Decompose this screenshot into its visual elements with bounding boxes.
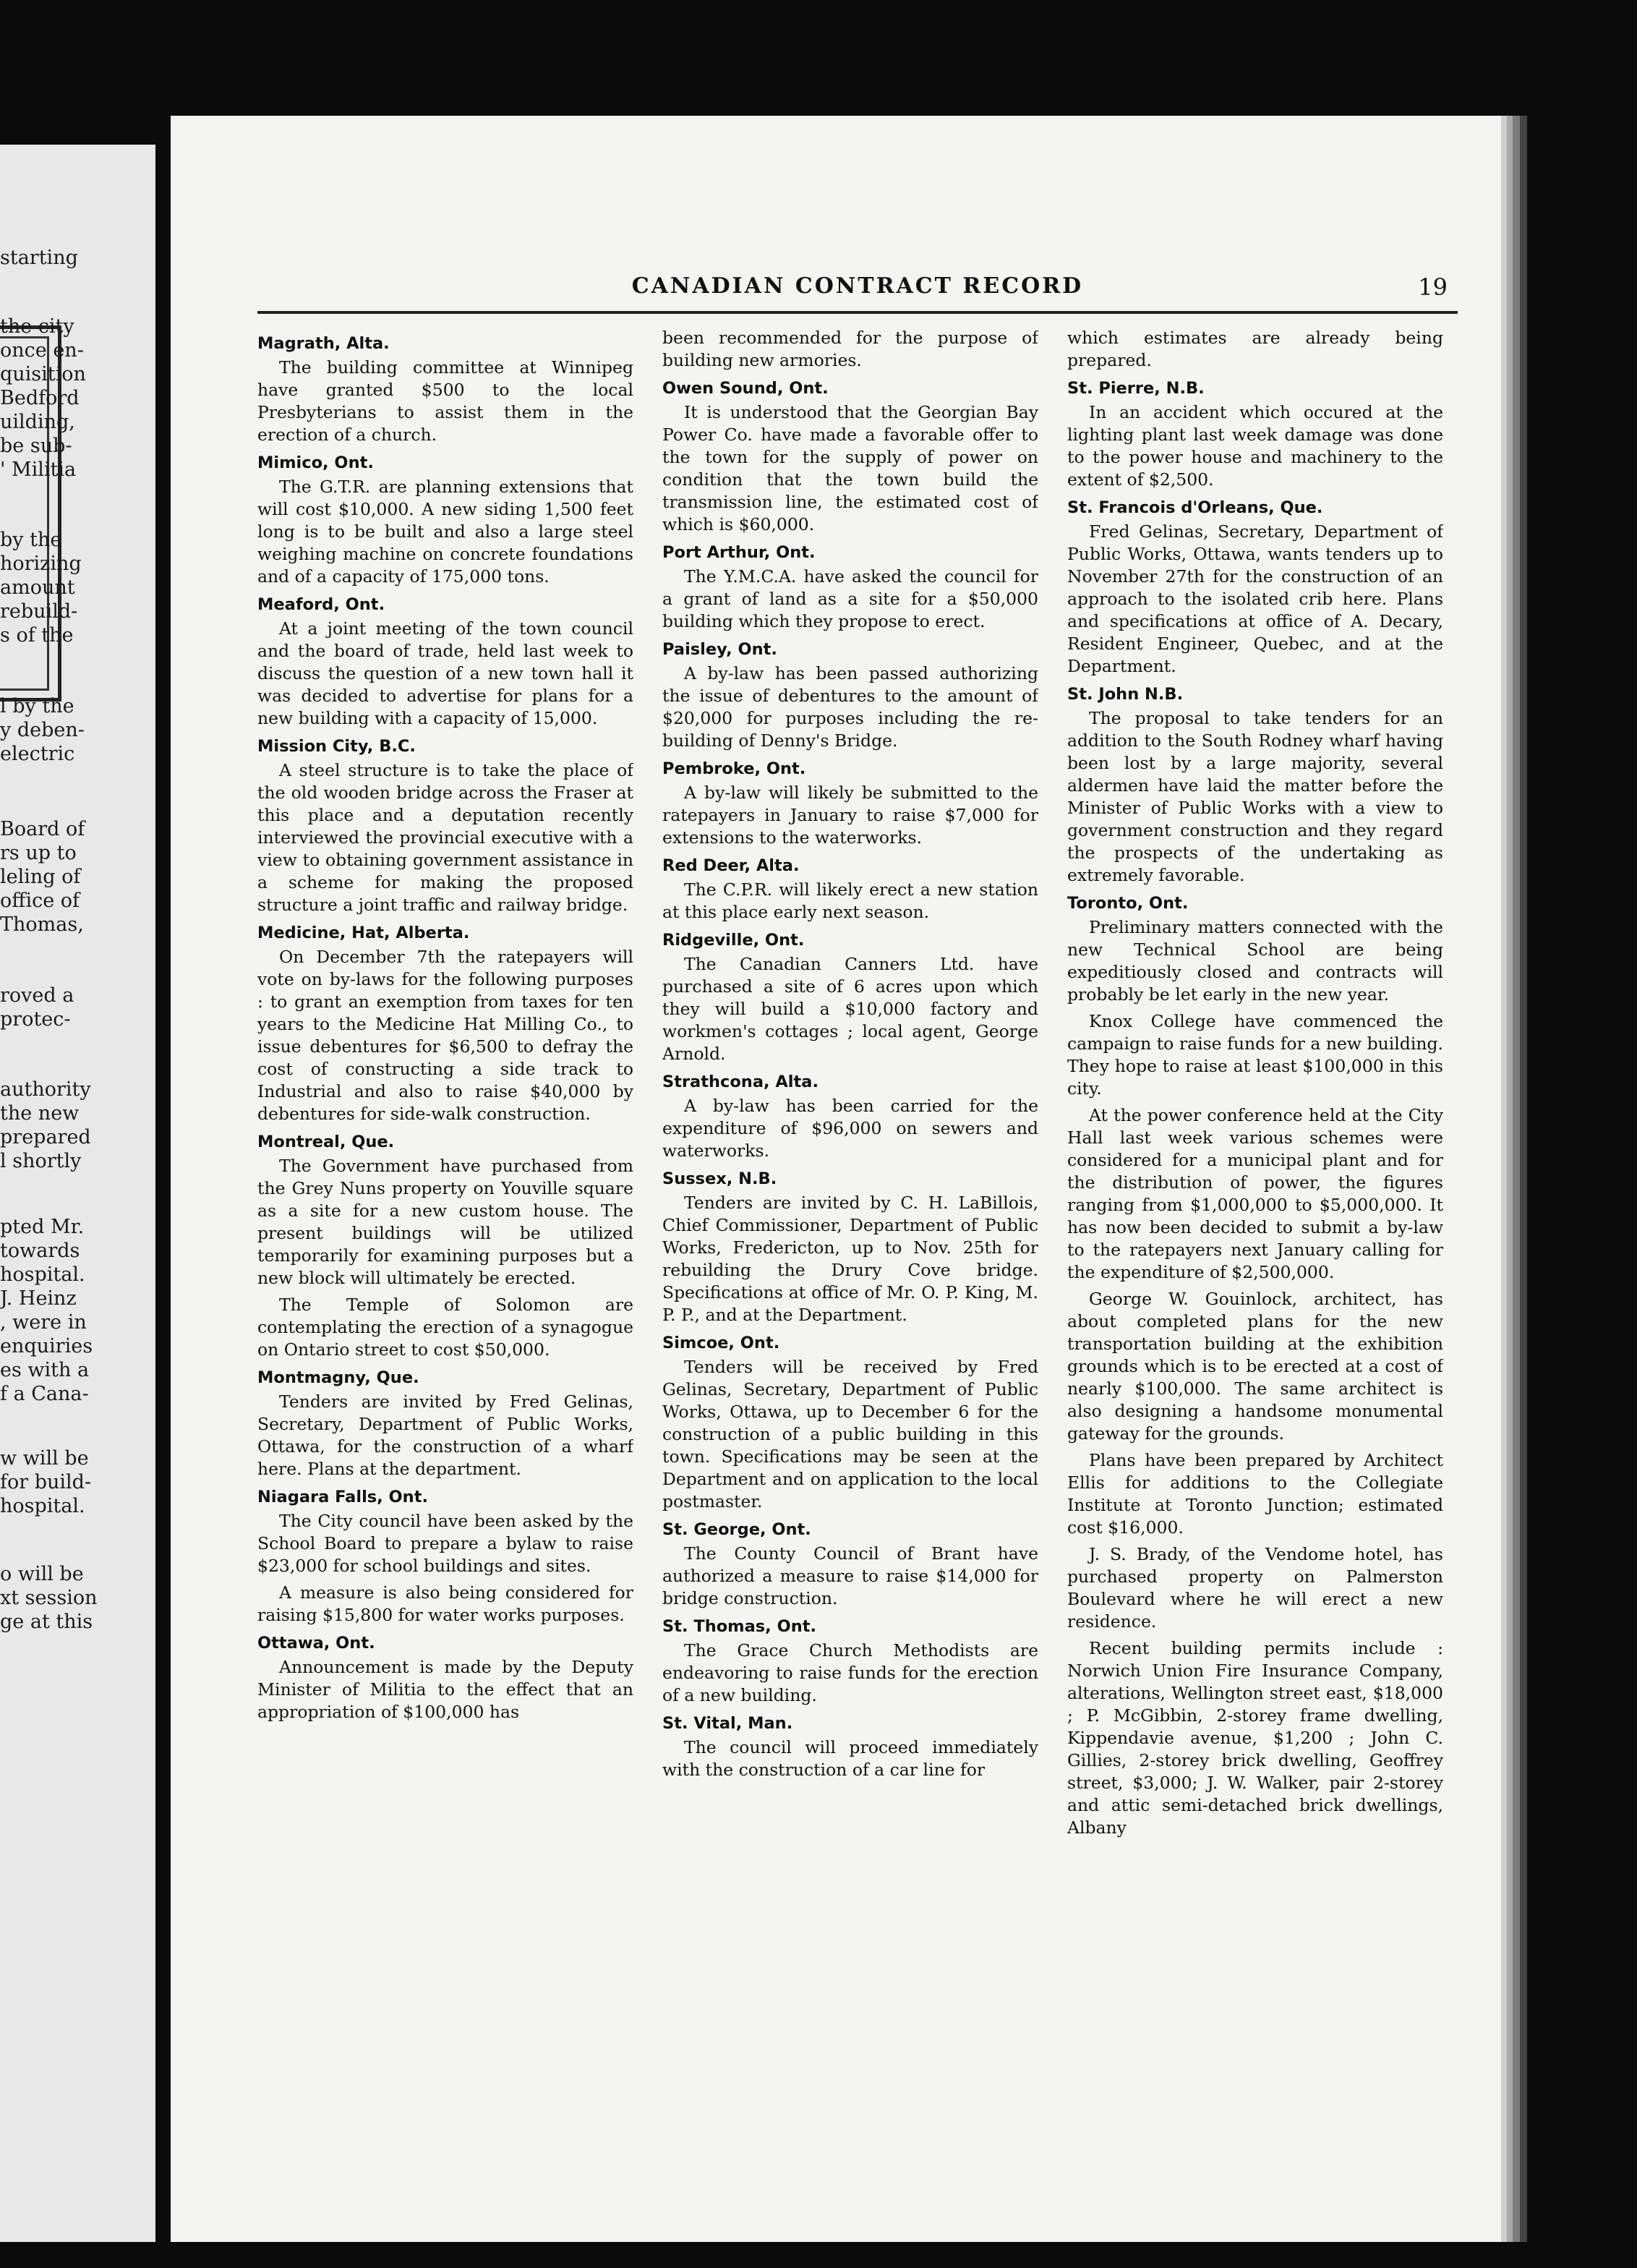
facing-page-line: Thomas, [0,913,84,936]
facing-page-line: xt session [0,1587,98,1609]
facing-page-line: the city [0,315,74,338]
facing-page-line: , were in [0,1311,87,1334]
place-heading: St. George, Ont. [662,1520,811,1539]
news-item [257,333,633,446]
column-2 [662,327,1038,2149]
column-3 [1067,327,1443,2149]
news-item [257,594,633,730]
place-heading: Ridgeville, Ont. [662,931,805,950]
news-item [662,1519,1038,1610]
news-paragraph: The Government have purchased from the Grey Nuns property on Youville square as a site for a new custom house. The present buildings will be utilized temporarily for examining purposes but a new block will ultimately be erected. [257,1156,633,1288]
page-header [257,270,1458,314]
news-paragraph: Preliminary matters connected with the new Technical School are being expeditiously closed and contracts will probably be let early in the new year. [1067,917,1443,1005]
news-item [1067,683,1443,887]
news-item [257,736,633,916]
news-item [257,1131,633,1361]
news-item [1067,497,1443,678]
place-heading: Toronto, Ont. [1067,894,1189,913]
place-heading: St. Vital, Man. [662,1714,793,1733]
news-paragraph: The Grace Church Methodists are endeavoring to raise funds for the erection of a new building. [662,1640,1038,1705]
facing-page-line: starting [0,247,78,269]
newspaper-page [171,116,1501,2242]
news-paragraph: A by-law has been passed authorizing the issue of debentures to the amount of $20,000 for purposes including the re-building of Denny's Bridge. [662,663,1038,751]
news-paragraph: A by-law has been carried for the expenditure of $96,000 on sewers and waterworks. [662,1096,1038,1161]
news-item [662,1332,1038,1513]
facing-page-line: by the [0,529,62,551]
news-paragraph: It is understood that the Georgian Bay Power Co. have made a favorable offer to the town for the supply of power on condition that the town build the transmission line, the estimated cost of which is $60,000. [662,402,1038,534]
news-paragraph: The County Council of Brant have authorized a measure to raise $14,000 for bridge construction. [662,1543,1038,1608]
place-heading: St. Francois d'Orleans, Que. [1067,498,1323,517]
facing-page-line: office of [0,890,80,912]
news-paragraph: The G.T.R. are planning extensions that will cost $10,000. A new siding 1,500 feet long is to be built and also a large steel weighing machine on concrete foundations and of a capacity of 175,000 tons. [257,477,633,587]
place-heading: Strathcona, Alta. [662,1073,819,1091]
news-item [257,1632,633,1723]
facing-page-line: horizing [0,553,82,575]
facing-page-line: ge at this [0,1611,93,1633]
place-heading: Montmagny, Que. [257,1368,419,1387]
place-heading: St. Thomas, Ont. [662,1617,817,1636]
news-paragraph: Plans have been prepared by Architect Ellis for additions to the Collegiate Institute at Toronto Junction; estimated cost $16,000. [1067,1450,1443,1538]
facing-page-line: leling of [0,866,81,888]
place-heading: St. John N.B. [1067,685,1184,704]
news-item [662,1071,1038,1162]
column-1 [257,327,633,2149]
news-paragraph: A measure is also being considered for raising $15,800 for water works purposes. [257,1582,633,1625]
news-paragraph: At the power conference held at the City Hall last week various schemes were considered for a municipal plant and for the distribution of power, the figures ranging from $1,000,000 to $5,000,000. It has now been decided to submit a by-law to the ratepayers next January calling for the expenditure of $2,500,000. [1067,1105,1443,1282]
news-item [662,378,1038,536]
place-heading: Magrath, Alta. [257,334,390,353]
place-heading: Simcoe, Ont. [662,1334,780,1352]
news-item [1067,892,1443,1839]
place-heading: Meaford, Ont. [257,595,385,614]
news-paragraph: been recommended for the purpose of building new armories. [662,328,1038,370]
place-heading: Mission City, B.C. [257,737,416,756]
news-item [257,1486,633,1627]
news-item [662,1616,1038,1707]
facing-page-line: be sub- [0,435,72,457]
facing-page-line: Bedford [0,387,80,409]
news-item [662,639,1038,752]
news-paragraph: The proposal to take tenders for an addition to the South Rodney wharf having been lost by a large majority, several aldermen have laid the matter before the Minister of Public Works with a view to government construction and they regard the prospects of the undertaking as extremely favorable. [1067,708,1443,885]
news-paragraph: J. S. Brady, of the Vendome hotel, has purchased property on Palmerston Boulevard where he will erect a new residence. [1067,1544,1443,1632]
news-paragraph: The Canadian Canners Ltd. have purchased a site of 6 acres upon which they will build a $10,000 factory and workmen's cottages ; local agent, George Arnold. [662,954,1038,1064]
news-paragraph: The Temple of Solomon are contemplating the erection of a synagogue on Ontario street to cost $50,000. [257,1295,633,1360]
place-heading: Ottawa, Ont. [257,1634,375,1653]
news-paragraph: The building committee at Winnipeg have granted $500 to the local Presbyterians to assist them in the erection of a church. [257,357,633,445]
facing-page-line: amount [0,576,75,599]
place-heading: Red Deer, Alta. [662,856,800,875]
news-paragraph: In an accident which occured at the lighting plant last week damage was done to the power house and machinery to the extent of $2,500. [1067,402,1443,490]
facing-page-line: authority [0,1078,91,1101]
news-paragraph: Announcement is made by the Deputy Minister of Militia to the effect that an appropriation of $100,000 has [257,1657,633,1722]
news-paragraph: A steel structure is to take the place of the old wooden bridge across the Fraser at this place and a deputation recently interviewed the provincial executive with a view to obtaining government assistance in a scheme for making the proposed structure a joint traffic and railway bridge. [257,760,633,915]
facing-page-line: hospital. [0,1263,85,1286]
place-heading: Paisley, Ont. [662,640,777,659]
place-heading: Sussex, N.B. [662,1169,777,1188]
facing-page-line: quisition [0,363,86,385]
facing-page-line: for build- [0,1471,92,1493]
news-paragraph: George W. Gouinlock, architect, has about completed plans for the new transportation building at the exhibition grounds which is to be erected at a cost of nearly $100,000. The same architect is also designing a handsome monumental gateway for the grounds. [1067,1289,1443,1444]
facing-page-line: prepared [0,1126,91,1148]
facing-page-line: towards [0,1240,80,1262]
place-heading: St. Pierre, N.B. [1067,379,1205,398]
place-heading: Port Arthur, Ont. [662,543,816,562]
news-item [1067,378,1443,491]
news-item [257,1367,633,1480]
facing-page-line: rebuild- [0,600,78,623]
news-paragraph: Tenders are invited by Fred Gelinas, Secretary, Department of Public Works, Ottawa, for the construction of a wharf here. Plans at the department. [257,1391,633,1479]
facing-page-line: w will be [0,1447,89,1470]
news-paragraph: Knox College have commenced the campaign to raise funds for a new building. They hope to raise at least $100,000 in this city. [1067,1011,1443,1099]
news-paragraph: At a joint meeting of the town council and the board of trade, held last week to discuss the question of a new town hall it was decided to advertise for plans for a new building with a capacity of 15,000. [257,618,633,728]
news-item [662,327,1038,372]
place-heading: Mimico, Ont. [257,453,374,472]
facing-page-fragment [0,145,155,2242]
facing-page-line: l shortly [0,1150,82,1172]
news-item [1067,327,1443,372]
page-number: 19 [1418,273,1448,301]
news-paragraph: On December 7th the ratepayers will vote on by-laws for the following purposes : to grant an exemption from taxes for ten years to the Medicine Hat Milling Co., to issue debentures for $6,500 to defray the cost of constructing a side track to Industrial and also to raise $40,000 by debentures for side-walk construction. [257,947,633,1124]
facing-page-line: o will be [0,1563,84,1585]
place-heading: Medicine, Hat, Alberta. [257,924,470,942]
facing-page-line: J. Heinz [0,1287,77,1310]
facing-page-line: es with a [0,1359,90,1381]
facing-page-line: hospital. [0,1495,85,1517]
news-item [662,1168,1038,1326]
news-paragraph: The C.P.R. will likely erect a new station at this place early next season. [662,879,1038,922]
facing-page-line: f a Cana- [0,1383,89,1405]
facing-page-line: ' Militia [0,459,77,481]
news-item [257,922,633,1125]
facing-page-line: protec- [0,1008,71,1031]
facing-page-line: enquiries [0,1335,93,1357]
news-item [662,542,1038,633]
news-paragraph: The Y.M.C.A. have asked the council for a grant of land as a site for a $50,000 building which they propose to erect. [662,566,1038,631]
facing-page-line: the new [0,1102,80,1125]
publication-title: CANADIAN CONTRACT RECORD [631,273,1084,299]
news-paragraph: The City council have been asked by the School Board to prepare a bylaw to raise $23,000 for school buildings and sites. [257,1511,633,1576]
facing-page-line: s of the [0,624,74,647]
facing-page-line: y deben- [0,719,85,741]
news-paragraph: Recent building permits include : Norwich Union Fire Insurance Company, alterations, Wellington street east, $18,000 ; P. McGibbin, 2-storey frame dwelling, Kippendavie avenue, $1,200 ; John C. Gillies, 2-storey brick dwelling, Geoffrey street, $3,000; J. W. Walker, pair 2-storey and attic semi-detached brick dwellings, Albany [1067,1638,1443,1838]
facing-page-line: pted Mr. [0,1216,85,1238]
news-item [662,855,1038,924]
facing-page-line: Board of [0,818,85,840]
news-item [662,758,1038,849]
facing-page-line: roved a [0,984,74,1007]
place-heading: Pembroke, Ont. [662,759,806,778]
news-paragraph: A by-law will likely be submitted to the ratepayers in January to raise $7,000 for extensions to the waterworks. [662,783,1038,848]
facing-page-line: rs up to [0,842,77,864]
facing-page-line: uilding, [0,411,75,433]
place-heading: Niagara Falls, Ont. [257,1488,429,1506]
news-paragraph: The council will proceed immediately with the construction of a car line for [662,1737,1038,1780]
facing-page-line: electric [0,743,75,765]
facing-page-line: l by the [0,695,74,717]
news-paragraph: which estimates are already being prepared. [1067,328,1443,370]
news-item [662,1713,1038,1781]
news-paragraph: Fred Gelinas, Secretary, Department of Public Works, Ottawa, wants tenders up to November 27th for the construction of an approach to the isolated crib here. Plans and specifications at office of A. Decary, Resident Engineer, Quebec, and at the Department. [1067,521,1443,676]
news-paragraph: Tenders will be received by Fred Gelinas, Secretary, Department of Public Works, Ottawa, up to December 6 for the construction of a public building in this town. Specifications may be seen at the Department and on application to the local postmaster. [662,1357,1038,1512]
facing-page-line: once en- [0,339,84,362]
news-paragraph: Tenders are invited by C. H. LaBillois, Chief Commissioner, Department of Public Works, Fredericton, up to Nov. 25th for rebuilding the Drury Cove bridge. Specifications at office of Mr. O. P. King, M. P. P., and at the Department. [662,1193,1038,1325]
place-heading: Owen Sound, Ont. [662,379,829,398]
news-item [257,452,633,588]
news-item [662,929,1038,1065]
place-heading: Montreal, Que. [257,1133,395,1151]
